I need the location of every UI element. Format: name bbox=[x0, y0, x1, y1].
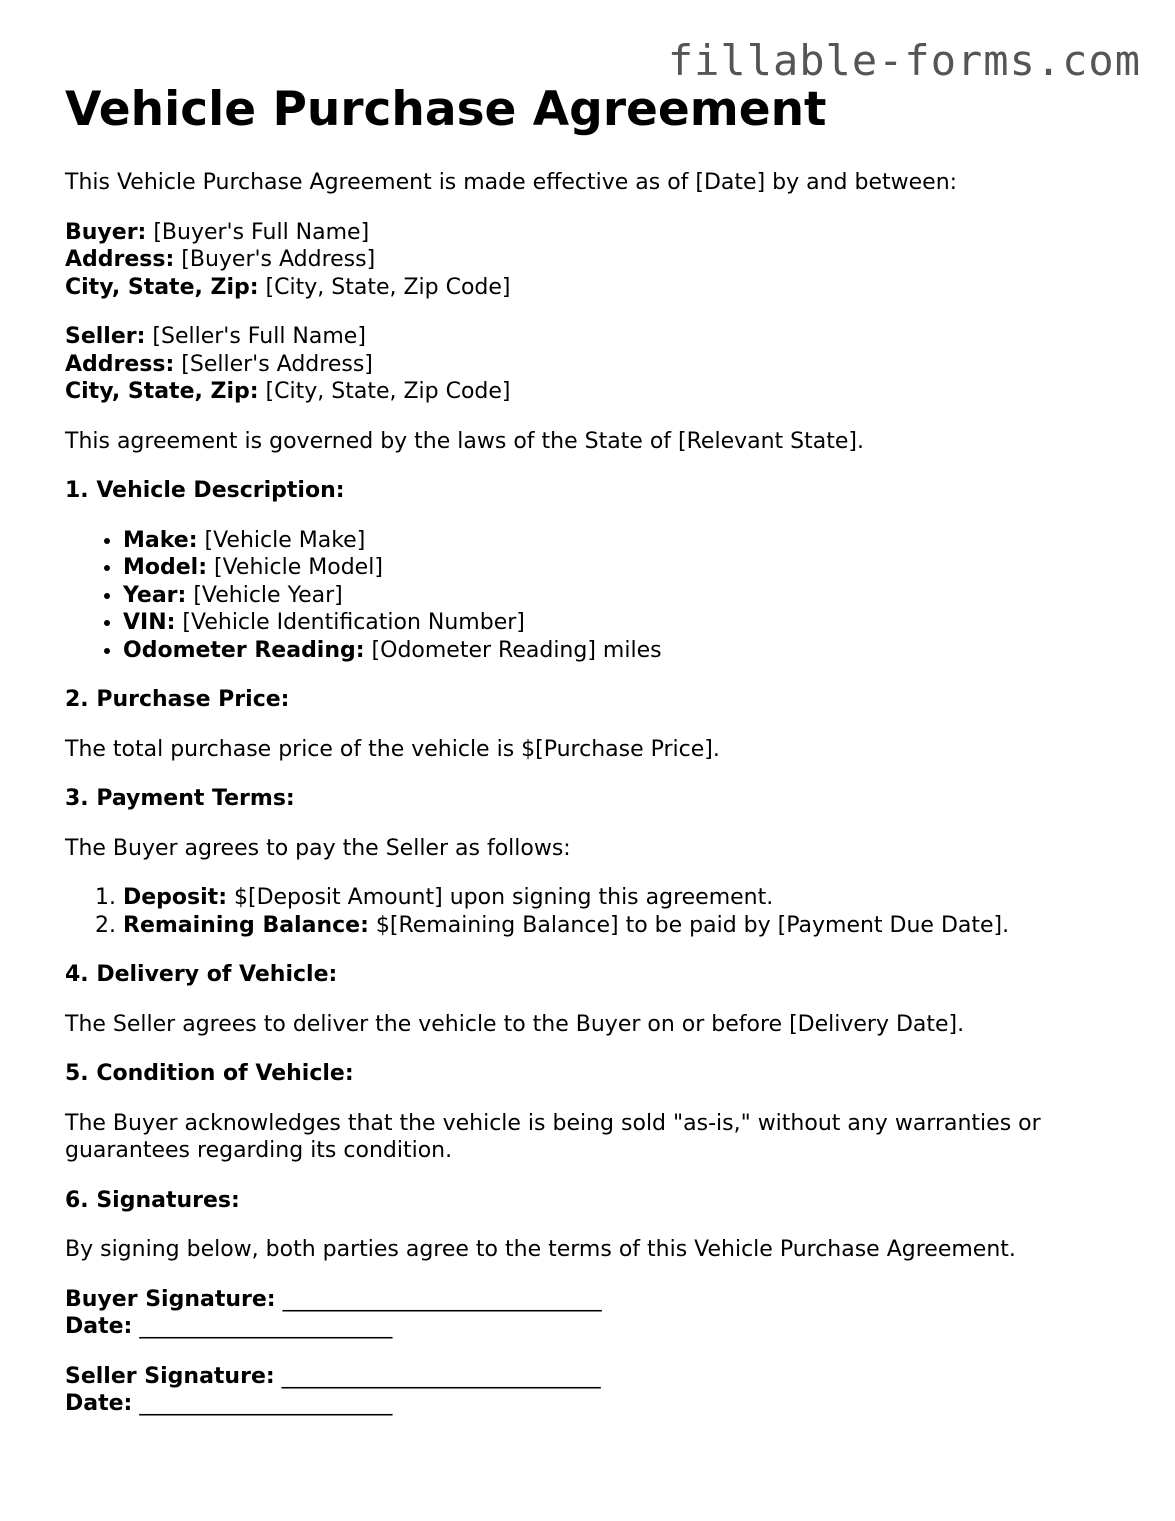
seller-name-line bbox=[65, 323, 1125, 351]
payment-terms-text: The Buyer agrees to pay the Seller as follows: bbox=[65, 835, 571, 861]
section-1-title: 1. Vehicle Description: bbox=[65, 478, 345, 503]
vin-value: [Vehicle Identification Number] bbox=[175, 610, 525, 635]
seller-date-field[interactable]: _______________________ bbox=[132, 1391, 393, 1416]
purchase-price-text: The total purchase price of the vehicle is $[Purchase Price]. bbox=[65, 736, 720, 762]
seller-signature-line bbox=[65, 1363, 1125, 1391]
list-item bbox=[123, 554, 1125, 582]
buyer-date-line bbox=[65, 1313, 1125, 1341]
buyer-signature-field[interactable]: _____________________________ bbox=[275, 1286, 602, 1312]
intro-text: This Vehicle Purchase Agreement is made effective as of [Date] by and between: bbox=[65, 170, 958, 195]
buyer-signature-block bbox=[65, 1286, 1125, 1341]
buyer-city-line bbox=[65, 274, 1125, 302]
list-item bbox=[123, 884, 1125, 912]
list-item bbox=[123, 582, 1125, 610]
seller-city-label: City, State, Zip: bbox=[65, 379, 259, 404]
seller-signature-label: Seller Signature: bbox=[65, 1363, 275, 1389]
document-body bbox=[65, 80, 1125, 1418]
buyer-signature-line bbox=[65, 1286, 1125, 1314]
buyer-name-value: [Buyer's Full Name] bbox=[146, 219, 370, 245]
section-6-title: 6. Signatures: bbox=[65, 1187, 240, 1213]
governing-law-text: This agreement is governed by the laws of the State of [Relevant State]. bbox=[65, 428, 864, 454]
section-4-title: 4. Delivery of Vehicle: bbox=[65, 962, 338, 987]
buyer-signature-label: Buyer Signature: bbox=[65, 1286, 276, 1312]
seller-block bbox=[65, 323, 1125, 406]
buyer-block bbox=[65, 219, 1125, 302]
watermark: fillable-forms.com bbox=[667, 36, 1141, 85]
buyer-address-line bbox=[65, 246, 1125, 274]
seller-date-label: Date: bbox=[65, 1391, 133, 1416]
condition-text: The Buyer acknowledges that the vehicle is being sold "as-is," without any warranties or guarantees regarding its condition. bbox=[65, 1110, 1041, 1163]
section-2-title: 2. Purchase Price: bbox=[65, 687, 290, 712]
seller-city-line bbox=[65, 378, 1125, 406]
seller-name-value: [Seller's Full Name] bbox=[145, 324, 366, 349]
odometer-label: Odometer Reading: bbox=[123, 637, 365, 663]
list-item bbox=[123, 912, 1125, 940]
section-5-title: 5. Condition of Vehicle: bbox=[65, 1061, 354, 1086]
buyer-date-field[interactable]: _______________________ bbox=[132, 1314, 393, 1339]
payment-terms-list bbox=[65, 884, 1125, 939]
signatures-text: By signing below, both parties agree to the terms of this Vehicle Purchase Agreement. bbox=[65, 1237, 1016, 1262]
seller-address-line bbox=[65, 351, 1125, 379]
list-item bbox=[123, 637, 1125, 665]
vin-label: VIN: bbox=[123, 610, 176, 635]
year-value: [Vehicle Year] bbox=[186, 582, 343, 608]
vehicle-description-list bbox=[65, 527, 1125, 665]
remaining-balance-value: $[Remaining Balance] to be paid by [Payment Due Date]. bbox=[368, 912, 1010, 938]
model-label: Model: bbox=[123, 555, 208, 580]
deposit-value: $[Deposit Amount] upon signing this agreement. bbox=[227, 885, 774, 910]
buyer-date-label: Date: bbox=[65, 1314, 133, 1339]
section-3-title: 3. Payment Terms: bbox=[65, 786, 295, 811]
odometer-value: [Odometer Reading] miles bbox=[364, 637, 662, 663]
seller-date-line bbox=[65, 1390, 1125, 1418]
make-label: Make: bbox=[123, 527, 198, 553]
make-value: [Vehicle Make] bbox=[197, 527, 366, 553]
deposit-label: Deposit: bbox=[123, 885, 227, 910]
buyer-city-label: City, State, Zip: bbox=[65, 274, 259, 300]
seller-city-value: [City, State, Zip Code] bbox=[258, 379, 511, 404]
seller-signature-block bbox=[65, 1363, 1125, 1418]
seller-signature-field[interactable]: _____________________________ bbox=[274, 1363, 601, 1389]
list-item bbox=[123, 609, 1125, 637]
delivery-text: The Seller agrees to deliver the vehicle to the Buyer on or before [Delivery Date]. bbox=[65, 1011, 965, 1037]
list-item bbox=[123, 527, 1125, 555]
year-label: Year: bbox=[123, 582, 187, 608]
remaining-balance-label: Remaining Balance: bbox=[123, 912, 369, 938]
buyer-city-value: [City, State, Zip Code] bbox=[258, 274, 511, 300]
seller-address-label: Address: bbox=[65, 351, 175, 377]
page-title: Vehicle Purchase Agreement bbox=[65, 82, 827, 137]
seller-address-value: [Seller's Address] bbox=[174, 351, 373, 377]
buyer-name-line bbox=[65, 219, 1125, 247]
buyer-address-label: Address: bbox=[65, 247, 175, 272]
model-value: [Vehicle Model] bbox=[207, 555, 383, 580]
seller-name-label: Seller: bbox=[65, 324, 146, 349]
buyer-address-value: [Buyer's Address] bbox=[174, 247, 376, 272]
buyer-name-label: Buyer: bbox=[65, 219, 147, 245]
